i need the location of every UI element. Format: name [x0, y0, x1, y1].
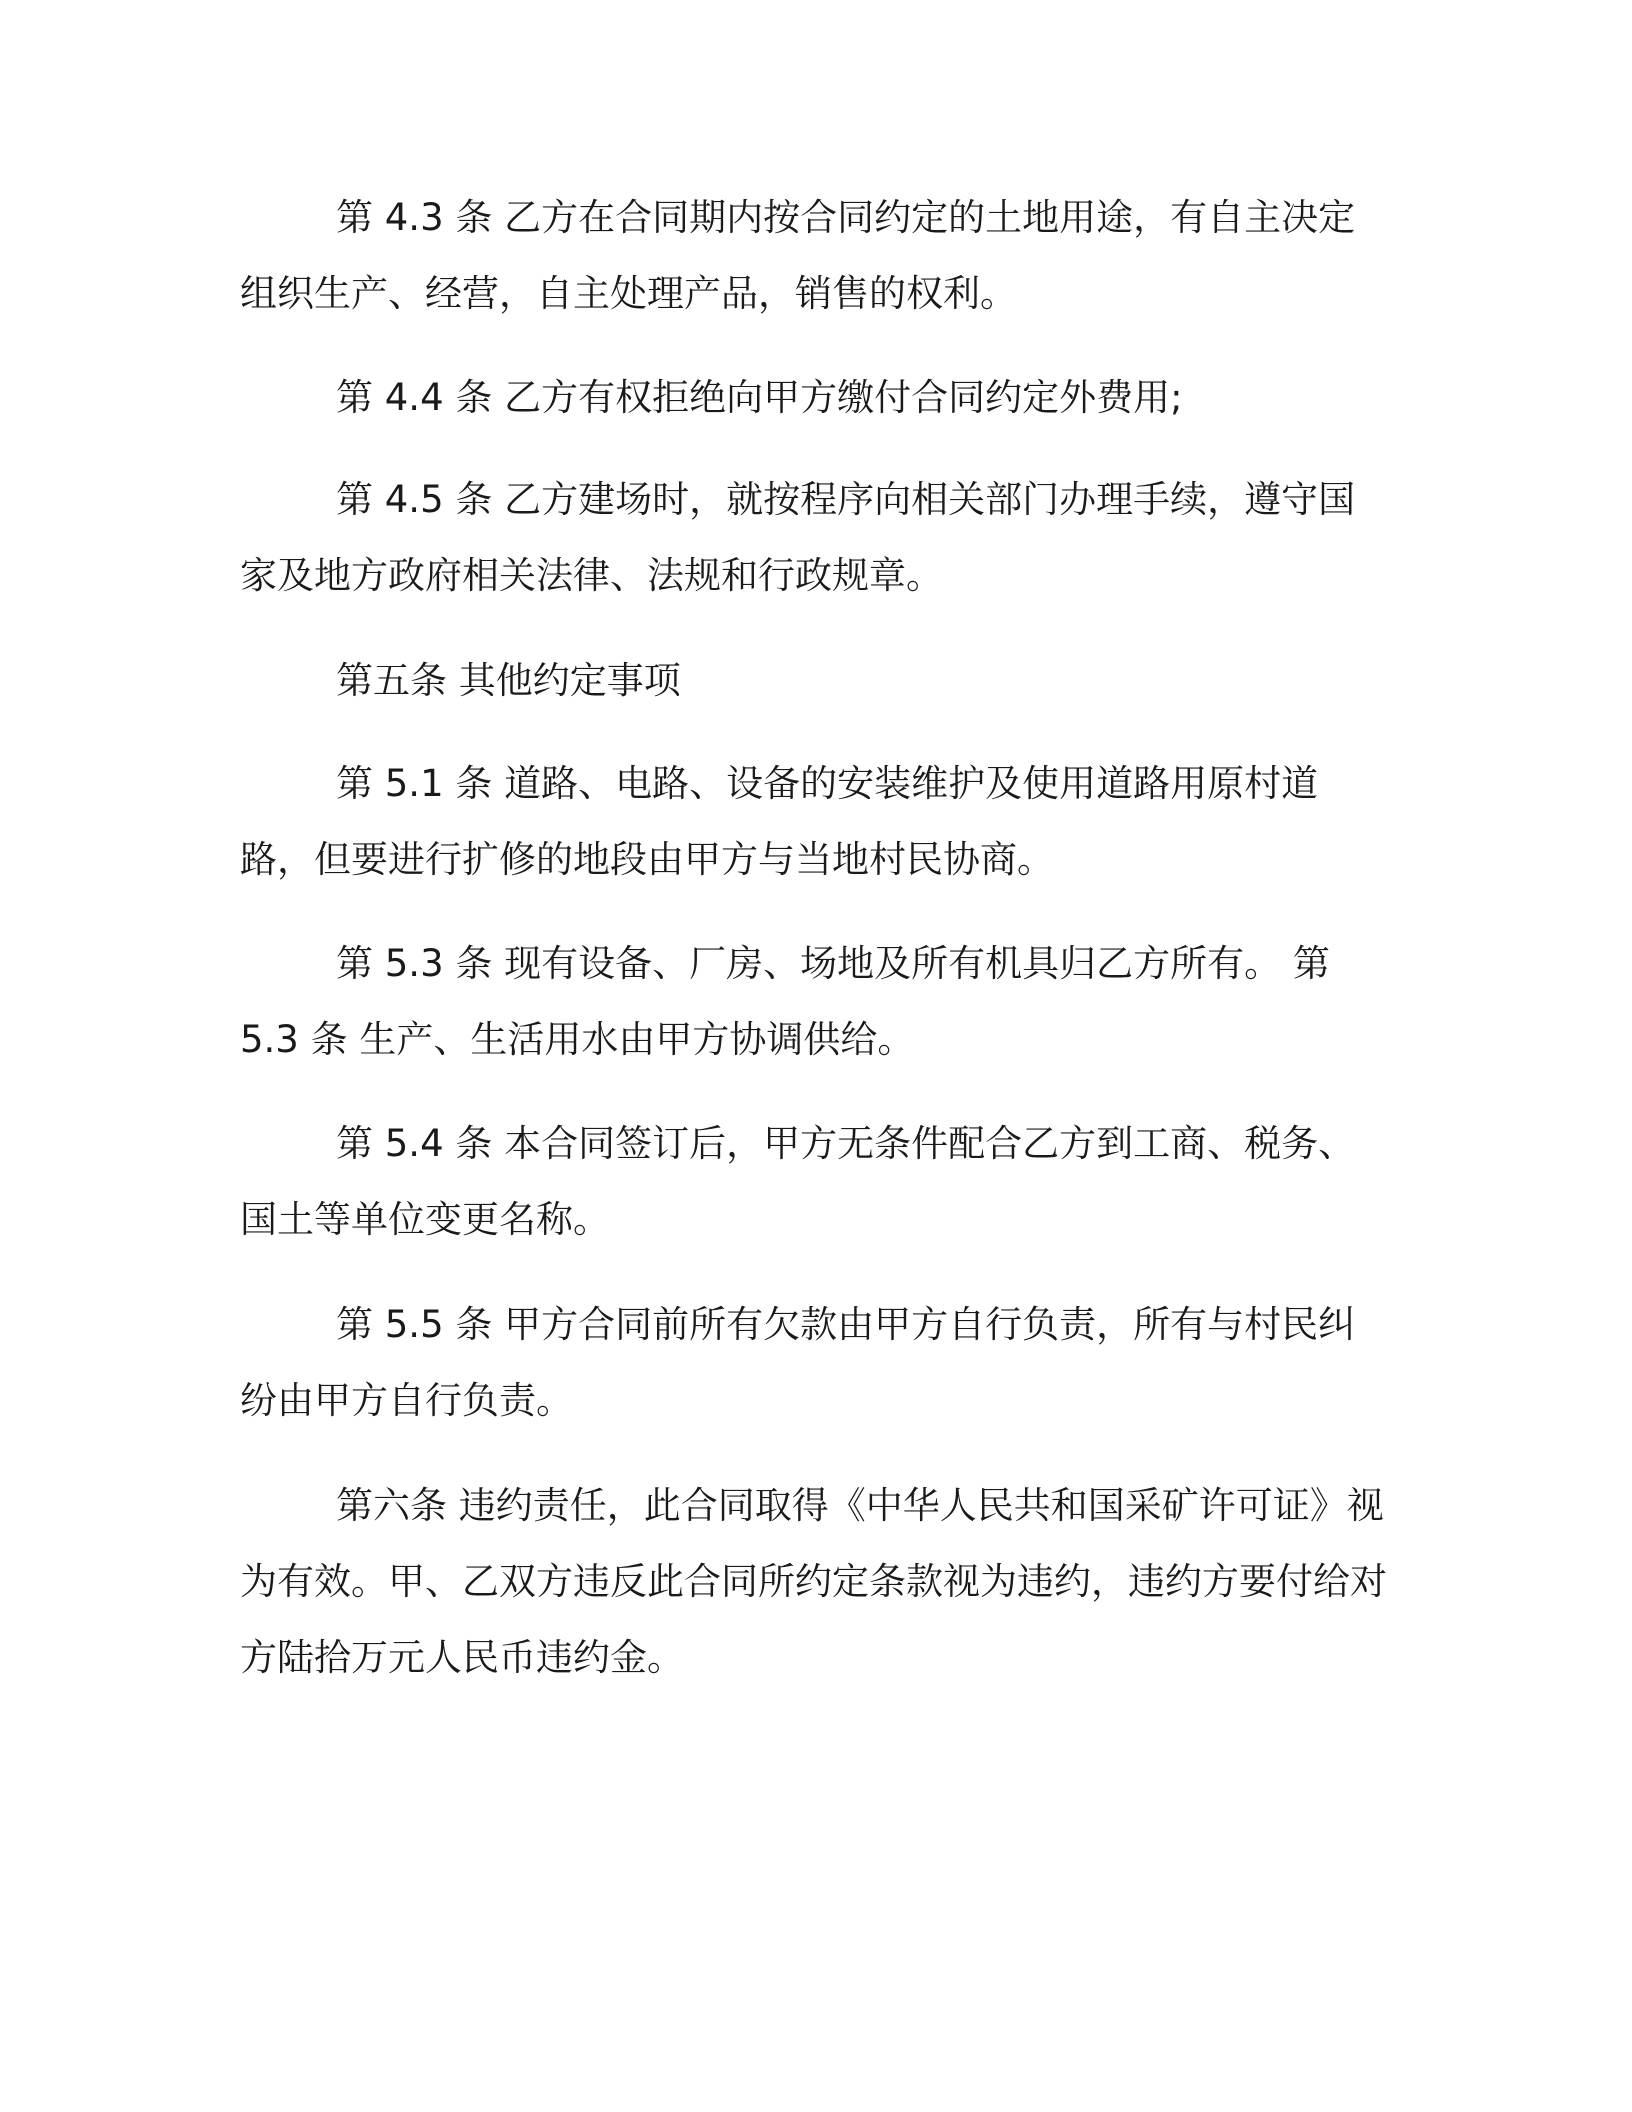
clause-4-5: 第 4.5 条 乙方建场时，就按程序向相关部门办理手续，遵守国家及地方政府相关法律、法规和行政规章。 — [240, 478, 1356, 597]
clause-5-3: 第 5.3 条 现有设备、厂房、场地及所有机具归乙方所有。 第 5.3 条 生产、生活用水由甲方协调供给。 — [240, 942, 1330, 1061]
article-6-liability: 第六条 违约责任，此合同取得《中华人民共和国采矿许可证》视为有效。甲、乙双方违反此合同所约定条款视为违约，违约方要付给对方陆拾万元人民币违约金。 — [240, 1484, 1387, 1679]
clause-5-5: 第 5.5 条 甲方合同前所有欠款由甲方自行负责，所有与村民纠纷由甲方自行负责。 — [240, 1303, 1356, 1422]
clause-5-4: 第 5.4 条 本合同签订后，甲方无条件配合乙方到工商、税务、国土等单位变更名称。 — [240, 1122, 1356, 1241]
clause-5-1: 第 5.1 条 道路、电路、设备的安装维护及使用道路用原村道路，但要进行扩修的地段由甲方与当地村民协商。 — [240, 762, 1319, 881]
article-5-heading: 第五条 其他约定事项 — [336, 659, 681, 702]
clause-4-3: 第 4.3 条 乙方在合同期内按合同约定的土地用途，有自主决定组织生产、经营，自主处理产品，销售的权利。 — [240, 196, 1356, 315]
clause-4-4: 第 4.4 条 乙方有权拒绝向甲方缴付合同约定外费用; — [336, 376, 1183, 419]
